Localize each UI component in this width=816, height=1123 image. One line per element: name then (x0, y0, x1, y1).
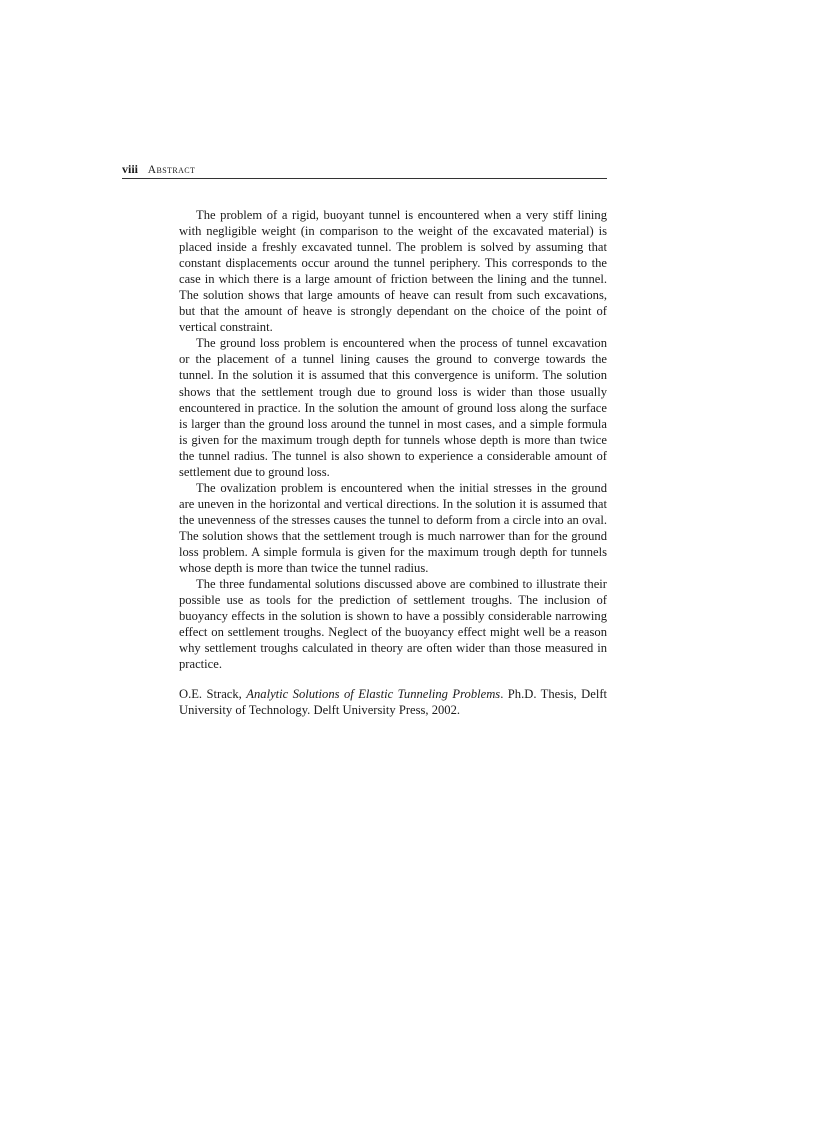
bibliographic-citation (179, 686, 607, 718)
abstract-paragraph-ground-loss: The ground loss problem is encountered when the process of tunnel excavation or the placement of a tunnel lining causes the ground to converge towards the tunnel. In the solution it is assumed that this convergence is uniform. The solution shows that the settlement trough due to ground loss is wider than those usually encountered in practice. In the solution the amount of ground loss along the surface is larger than the ground loss around the tunnel in most cases, and a simple formula is given for the maximum trough depth for tunnels whose depth is more than twice the tunnel radius. The tunnel is also shown to experience a considerable amount of settlement due to ground loss. (179, 336, 607, 479)
page-number: viii (122, 162, 139, 176)
citation-author: O.E. Strack, (179, 687, 242, 701)
abstract-body (179, 207, 607, 672)
running-head-title: Abstract (147, 164, 196, 176)
running-header (122, 162, 607, 179)
abstract-paragraph-ovalization: The ovalization problem is encountered when the initial stresses in the ground are uneven in the horizontal and vertical directions. In the solution it is assumed that the unevenness of the stresses causes the tunnel to deform from a circle into an oval. The solution shows that the settlement trough is much narrower than for the ground loss problem. A simple formula is given for the maximum trough depth for tunnels whose depth is more than twice the tunnel radius. (179, 480, 607, 576)
abstract-paragraph-buoyant-tunnel: The problem of a rigid, buoyant tunnel is encountered when a very stiff lining with negligible weight (in comparison to the weight of the excavated material) is placed inside a freshly excavated tunnel. The problem is solved by assuming that constant displacements occur around the tunnel periphery. This corresponds to the case in which there is a large amount of friction between the lining and the tunnel. The solution shows that large amounts of heave can result from such excavations, but that the amount of heave is strongly dependant on the choice of the point of vertical constraint. (179, 208, 607, 335)
citation-details: . Ph.D. Thesis, Delft University of Technology. Delft University Press, 2002. (179, 687, 608, 718)
citation-title: Analytic Solutions of Elastic Tunneling Problems (246, 687, 501, 701)
abstract-paragraph-combined-solutions: The three fundamental solutions discussed above are combined to illustrate their possible use as tools for the prediction of settlement troughs. The inclusion of buoyancy effects in the solution is shown to have a possibly considerable narrowing effect on settlement troughs. Neglect of the buoyancy effect might well be a reason why settlement troughs calculated in theory are often wider than those measured in practice. (179, 577, 607, 672)
